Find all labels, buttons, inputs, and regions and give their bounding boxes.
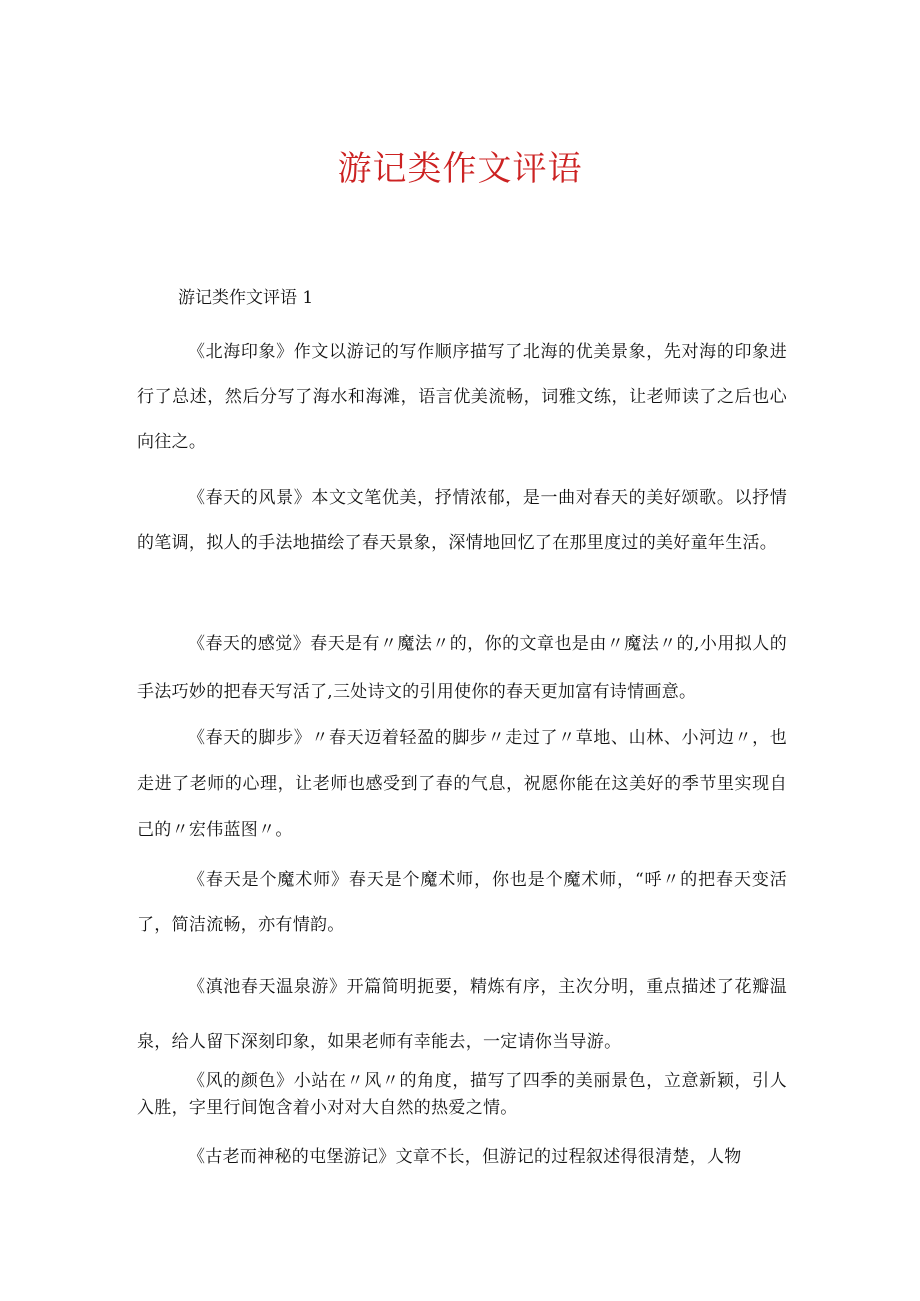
paragraph-spring-magician: 《春天是个魔术师》春天是个魔术师，你也是个魔术师，“呼〃的把春天变活了，简洁流畅，亦有情韵。	[137, 870, 787, 935]
section-heading: 游记类作文评语 1	[178, 288, 314, 308]
paragraph-dianchi-hot-spring: 《滇池春天温泉游》开篇简明扼要，精炼有序，主次分明，重点描述了花瓣温泉，给人留下深刻印象，如果老师有幸能去，一定请你当导游。	[137, 977, 787, 1052]
paragraph-beihai-impression: 《北海印象》作文以游记的写作顺序描写了北海的优美景象，先对海的印象进行了总述，然后分写了海水和海滩，语言优美流畅，词雅文练，让老师读了之后也心向往之。	[137, 342, 787, 452]
paragraph-spring-scenery: 《春天的风景》本文文笔优美，抒情浓郁，是一曲对春天的美好颂歌。以抒情的笔调，拟人的手法地描绘了春天景象，深情地回忆了在那里度过的美好童年生活。	[137, 488, 787, 553]
paragraph-spring-footsteps: 《春天的脚步》〃春天迈着轻盈的脚步〃走过了〃草地、山林、小河边〃，也走进了老师的心理，让老师也感受到了春的气息，祝愿你能在这美好的季节里实现自己的〃宏伟蓝图〃。	[137, 728, 787, 840]
document-title: 游记类作文评语	[337, 149, 583, 189]
paragraph-wind-color: 《风的颜色》小站在〃风〃的角度，描写了四季的美丽景色，立意新颖，引人入胜，字里行间饱含着小对对大自然的热爱之情。	[137, 1071, 787, 1118]
paragraph-tunpu-travelogue: 《古老而神秘的屯堡游记》文章不长，但游记的过程叙述得很清楚，人物	[188, 1147, 742, 1167]
paragraph-spring-feeling: 《春天的感觉》春天是有〃魔法〃的，你的文章也是由〃魔法〃的,小用拟人的手法巧妙的把春天写活了,三处诗文的引用使你的春天更加富有诗情画意。	[137, 634, 787, 702]
